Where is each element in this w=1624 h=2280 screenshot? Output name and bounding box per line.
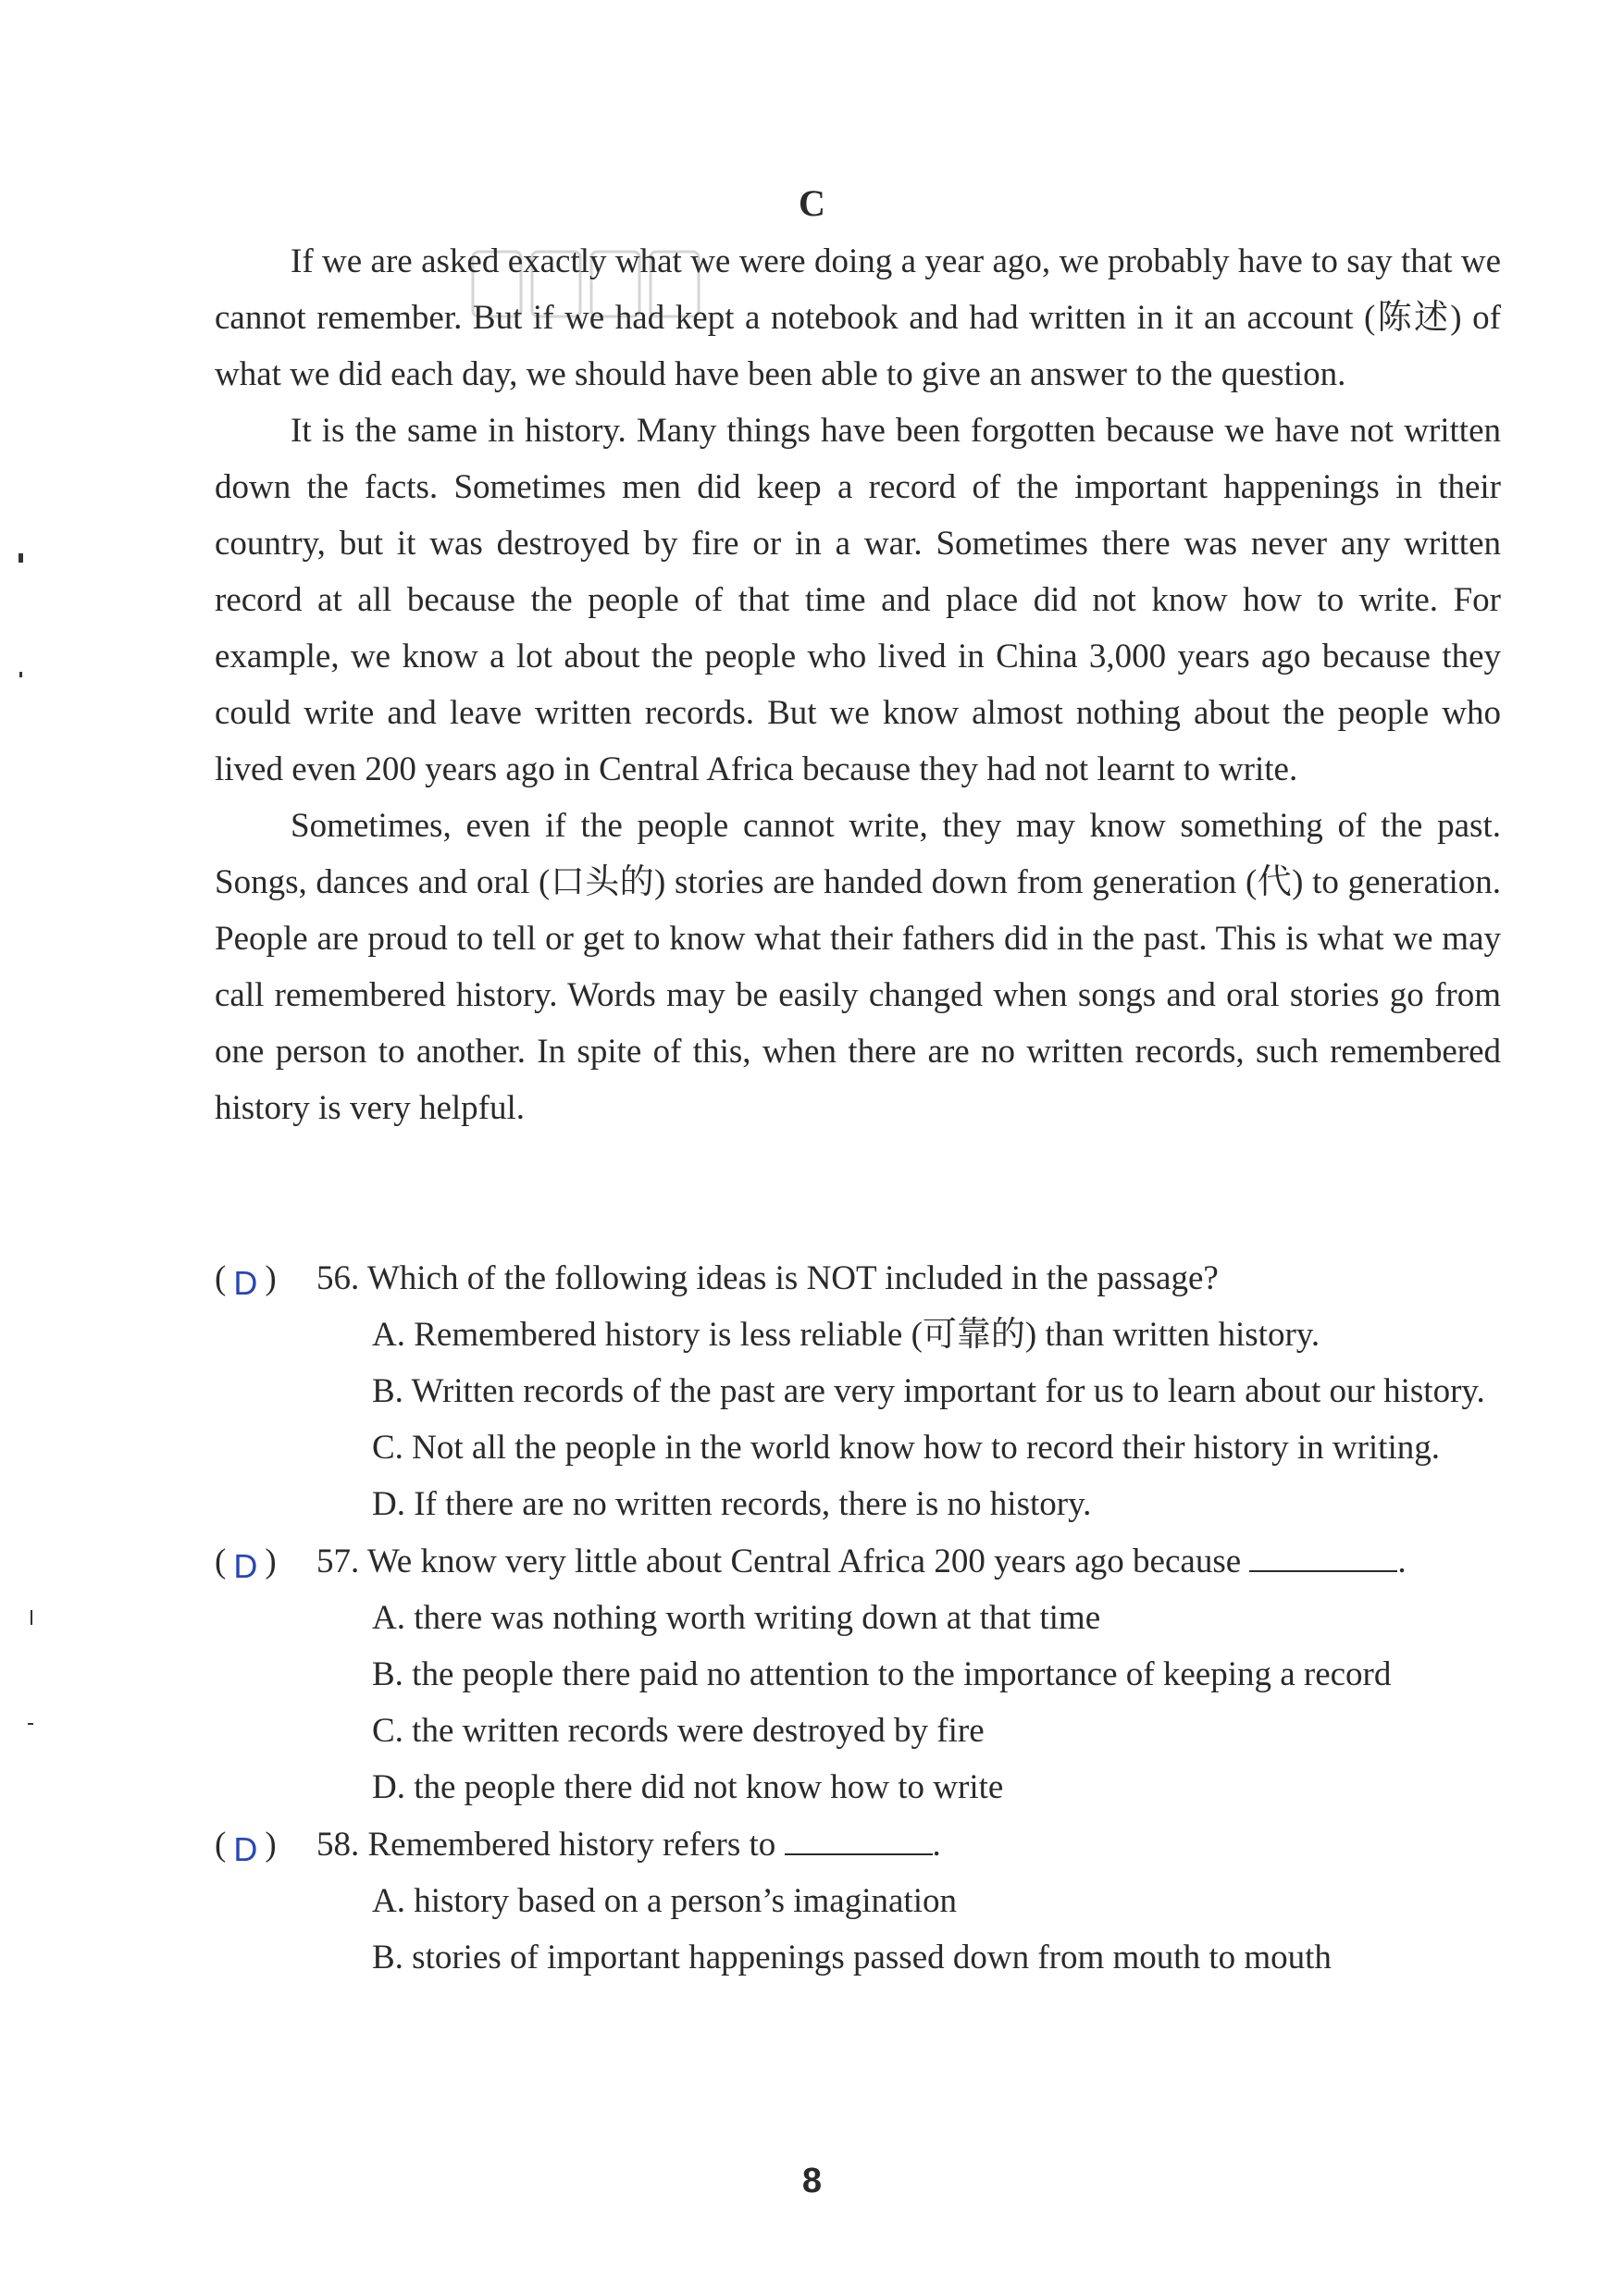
answer-mark: D (233, 1547, 258, 1585)
answer-blank (785, 1826, 933, 1855)
option-d: D. the people there did not know how to write (372, 1768, 1004, 1806)
passage-paragraph: It is the same in history. Many things have been forgotten because we have not written down the facts. Sometimes men did keep a record of the important happenings in their country, but it was destroyed by fire or in a war. Sometimes there was never any written record at all because the people of that time and place did not know how to write. For example, we know a lot about the people who lived in China 3,000 years ago because they could write and leave written records. But we know almost nothing about the people who lived even 200 years ago in Central Africa because they had not learnt to write. (215, 412, 1501, 788)
reading-passage (215, 233, 1501, 1136)
margin-dot (28, 1723, 33, 1725)
option-a: A. history based on a person’s imagination (372, 1882, 957, 1920)
answer-blank (1249, 1543, 1397, 1572)
stem-period: . (932, 1826, 941, 1864)
option-b: B. stories of important happenings passed down from mouth to mouth (372, 1939, 1332, 1976)
question-57 (215, 1532, 1501, 1815)
stem-period: . (1397, 1543, 1407, 1580)
option-b: B. the people there paid no attention to the importance of keeping a record (372, 1655, 1392, 1693)
answer-mark: D (233, 1830, 258, 1868)
section-heading: C (799, 182, 825, 224)
option-c: C. Not all the people in the world know how to record their history in writing. (372, 1429, 1440, 1467)
question-stem: We know very little about Central Africa 200 years ago because (366, 1543, 1242, 1580)
question-stem: Which of the following ideas is NOT included in the passage? (366, 1259, 1219, 1297)
answer-bracket: ( D ) (215, 1249, 316, 1307)
question-number: 58. (316, 1826, 360, 1864)
question-number: 57. (316, 1543, 360, 1580)
option-d: D. If there are no written records, there is no history. (372, 1485, 1092, 1523)
passage-paragraph: Sometimes, even if the people cannot write, they may know something of the past. Songs, dances and oral (口头的) stories are handed down from generation (代) to generation. People are proud to tell or get to know what their fathers did in the past. This is what we may call remembered history. Words may be easily changed when songs and oral stories go from one person to another. In spite of this, when there are no written records, such remembered history is very helpful. (215, 807, 1501, 1127)
option-a: A. there was nothing worth writing down at that time (372, 1599, 1101, 1637)
passage-paragraph: If we are asked exactly what we were doing a year ago, we probably have to say that we cannot remember. But if we had kept a notebook and had written in it an account (陈述) of what we did each day, we should have been able to give an answer to the question. (215, 242, 1501, 393)
margin-dot (19, 553, 23, 563)
margin-dot (31, 1610, 32, 1625)
option-c: C. the written records were destroyed by fire (372, 1712, 985, 1750)
page-number: 8 (801, 2162, 823, 2200)
question-number: 56. (316, 1259, 360, 1297)
question-stem: Remembered history refers to (367, 1826, 776, 1864)
question-56 (215, 1249, 1501, 1532)
option-b: B. Written records of the past are very important for us to learn about our history. (372, 1372, 1485, 1410)
question-list (215, 1249, 1501, 1986)
answer-bracket: ( D ) (215, 1532, 316, 1590)
answer-bracket: ( D ) (215, 1815, 316, 1873)
answer-mark: D (233, 1264, 258, 1302)
option-a: A. Remembered history is less reliable (可靠的) than written history. (372, 1316, 1320, 1354)
question-58 (215, 1815, 1501, 1986)
margin-dot (19, 672, 22, 677)
